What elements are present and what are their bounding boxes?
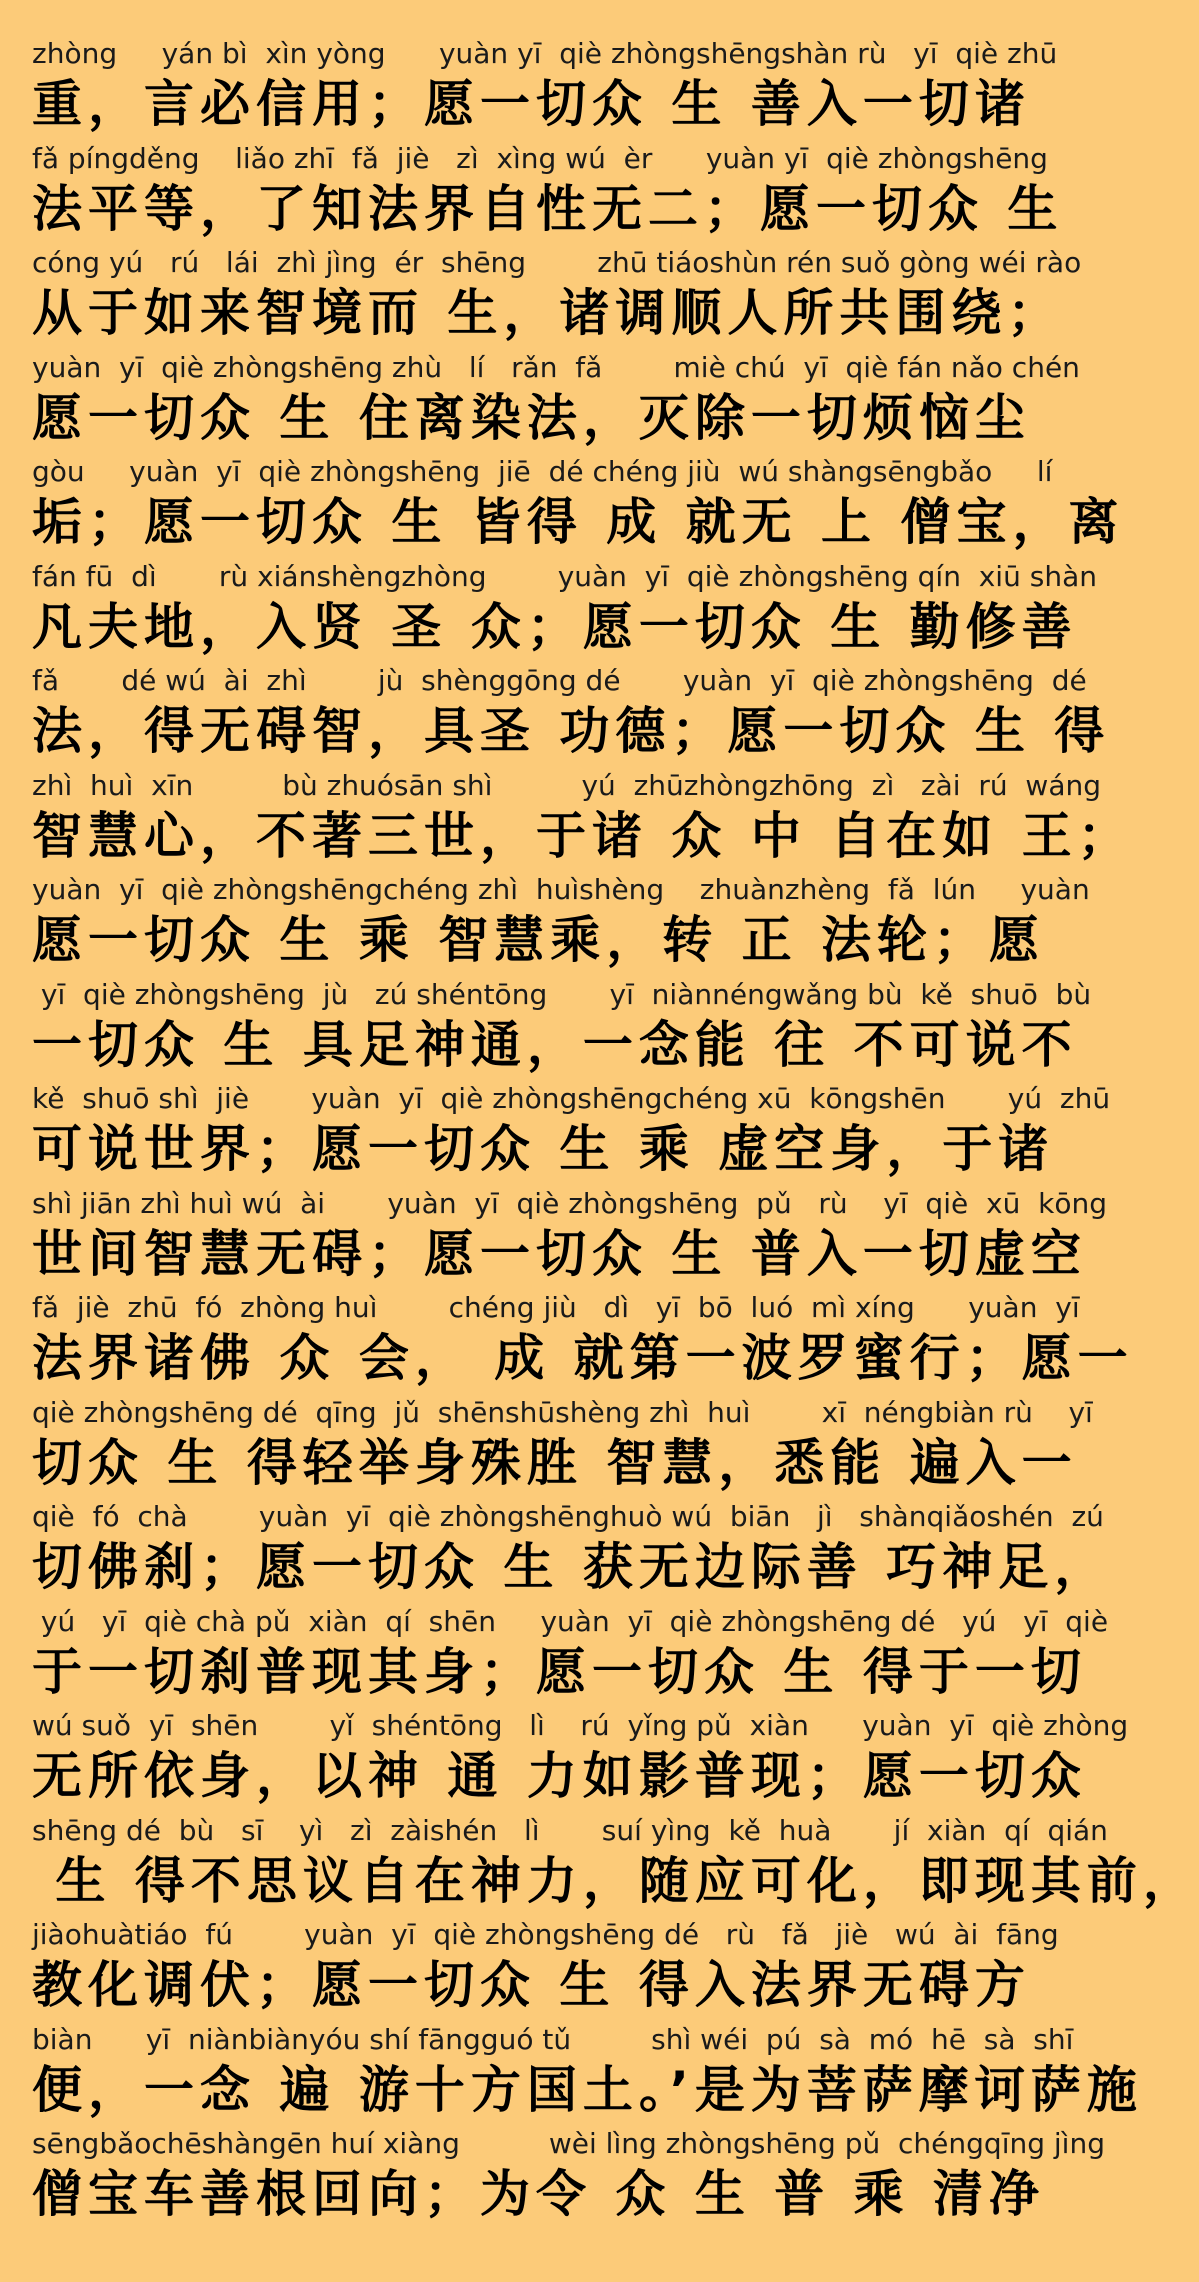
- hanzi-row: 于一切刹普现其身；愿一切众 生 得于一切: [32, 1642, 1087, 1701]
- text-line: [32, 661, 1111, 766]
- hanzi-row: 可说世界；愿一切众 生 乘 虚空身，于诸: [32, 1120, 1055, 1178]
- hanzi-row: 法，得无碍智，具圣 功德；愿一切众 生 得: [32, 702, 1111, 760]
- hanzi-row: 智慧心，不著三世，于诸 众 中 自在如 王；: [32, 806, 1134, 865]
- text-line: [32, 1184, 1107, 1289]
- hanzi-row: 垢；愿一切众 生 皆得 成 就无 上 僧宝，离: [32, 493, 1125, 551]
- text-line: [32, 1602, 1109, 1707]
- pinyin-row: qiè zhòngshēng dé qīng jǔ shēnshūshèng zhì huì xī néngbiàn rù yī: [32, 1395, 1093, 1429]
- hanzi-row: 法平等，了知法界自性无二；愿一切众 生: [32, 179, 1064, 238]
- text-line: [32, 1288, 1134, 1393]
- hanzi-row: 生 得不思议自在神力，随应可化，即现其前，: [32, 1851, 1199, 1910]
- text-line: [32, 557, 1097, 662]
- hanzi-row: 无所依身，以神 通 力如影普现；愿一切众: [32, 1747, 1087, 1805]
- hanzi-row: 僧宝车善根回向；为令 众 生 普 乘 清净: [32, 2165, 1046, 2223]
- hanzi-row: 教化调伏；愿一切众 生 得入法界无碍方: [32, 1956, 1031, 2014]
- pinyin-row: shēng dé bù sī yì zì zàishén lì suí yìng kě huà jí xiàn qí qián: [32, 1813, 1108, 1847]
- text-line: [32, 1393, 1093, 1498]
- hanzi-row: 切佛刹；愿一切众 生 获无边际善 巧神足，: [32, 1538, 1111, 1596]
- hanzi-row: 一切众 生 具足神通，一念能 往 不可说不: [32, 1015, 1078, 1074]
- text-line: [32, 1811, 1199, 1916]
- text-line: [32, 766, 1134, 871]
- pinyin-row: fán fū dì rù xiánshèngzhòng yuàn yī qiè zhòngshēng qín xiū shàn: [32, 559, 1097, 593]
- text-line: [32, 975, 1092, 1080]
- pinyin-row: cóng yú rú lái zhì jìng ér shēng zhū tiáoshùn rén suǒ gòng wéi rào: [32, 246, 1082, 279]
- hanzi-row: 法界诸佛 众 会， 成 就第一波罗蜜行；愿一: [32, 1329, 1134, 1387]
- text-line: [32, 452, 1125, 557]
- text-line: [32, 2020, 1143, 2125]
- hanzi-row: 凡夫地，入贤 圣 众；愿一切众 生 勤修善: [32, 597, 1078, 656]
- text-line: [32, 139, 1064, 244]
- pinyin-row: yuàn yī qiè zhòngshēng zhù lí rǎn fǎ miè chú yī qiè fán nǎo chén: [32, 350, 1080, 384]
- pinyin-row: fǎ dé wú ài zhì jù shènggōng dé yuàn yī qiè zhòngshēng dé: [32, 664, 1087, 697]
- pinyin-row: zhì huì xīn bù zhuósān shì yú zhūzhòngzhōng zì zài rú wáng: [32, 768, 1101, 802]
- text-line: [32, 870, 1090, 975]
- pinyin-row: zhòng yán bì xìn yòng yuàn yī qiè zhòngshēngshàn rù yī qiè zhū: [32, 37, 1058, 70]
- pinyin-row: yī qiè zhòngshēng jù zú shéntōng yī niànnéngwǎng bù kě shuō bù: [32, 977, 1092, 1011]
- pinyin-row: jiàohuàtiáo fú yuàn yī qiè zhòngshēng dé rù fǎ jiè wú ài fāng: [32, 1918, 1059, 1951]
- hanzi-row: 便，一念 遍 游十方国土。’是为菩萨摩诃萨施: [32, 2060, 1143, 2119]
- text-line: [32, 34, 1058, 139]
- text-line: [32, 243, 1082, 348]
- text-line: [32, 1706, 1129, 1811]
- hanzi-row: 愿一切众 生 乘 智慧乘，转 正 法轮；愿: [32, 911, 1046, 969]
- pinyin-row: gòu yuàn yī qiè zhòngshēng jiē dé chéng jiù wú shàngsēngbǎo lí: [32, 455, 1053, 488]
- hanzi-row: 世间智慧无碍；愿一切众 生 普入一切虚空: [32, 1224, 1087, 1283]
- pinyin-row: fǎ píngděng liǎo zhī fǎ jiè zì xìng wú èr yuàn yī qiè zhòngshēng: [32, 141, 1048, 175]
- text-line: [32, 1079, 1111, 1184]
- hanzi-row: 愿一切众 生 住离染法，灭除一切烦恼尘: [32, 388, 1031, 447]
- pinyin-row: kě shuō shì jiè yuàn yī qiè zhòngshēngchéng xū kōngshēn yú zhū: [32, 1082, 1111, 1115]
- pinyin-row: qiè fó chà yuàn yī qiè zhòngshēnghuò wú biān jì shànqiǎoshén zú: [32, 1500, 1104, 1533]
- text-line: [32, 348, 1080, 453]
- pinyin-row: shì jiān zhì huì wú ài yuàn yī qiè zhòngshēng pǔ rù yī qiè xū kōng: [32, 1186, 1107, 1220]
- text-line: [32, 1497, 1111, 1602]
- pinyin-row: sēngbǎochēshàngēn huí xiàng wèi lìng zhòngshēng pǔ chéngqīng jìng: [32, 2127, 1105, 2160]
- hanzi-row: 从于如来智境而 生，诸调顺人所共围绕；: [32, 284, 1064, 342]
- text-line: [32, 1915, 1059, 2020]
- pinyin-row: wú suǒ yī shēn yǐ shéntōng lì rú yǐng pǔ xiàn yuàn yī qiè zhòng: [32, 1709, 1129, 1742]
- pinyin-row: yú yī qiè chà pǔ xiàn qí shēn yuàn yī qiè zhòngshēng dé yú yī qiè: [32, 1604, 1109, 1638]
- hanzi-row: 重，言必信用；愿一切众 生 善入一切诸: [32, 75, 1031, 133]
- pinyin-row: fǎ jiè zhū fó zhòng huì chéng jiù dì yī bō luó mì xíng yuàn yī: [32, 1291, 1080, 1324]
- pinyin-row: yuàn yī qiè zhòngshēngchéng zhì huìshèng zhuànzhèng fǎ lún yuàn: [32, 873, 1090, 906]
- text-line: [32, 2124, 1105, 2229]
- hanzi-row: 切众 生 得轻举身殊胜 智慧，悉能 遍入一: [32, 1433, 1078, 1492]
- pinyin-row: biàn yī niànbiànyóu shí fāngguó tǔ shì wéi pú sà mó hē sà shī: [32, 2022, 1074, 2056]
